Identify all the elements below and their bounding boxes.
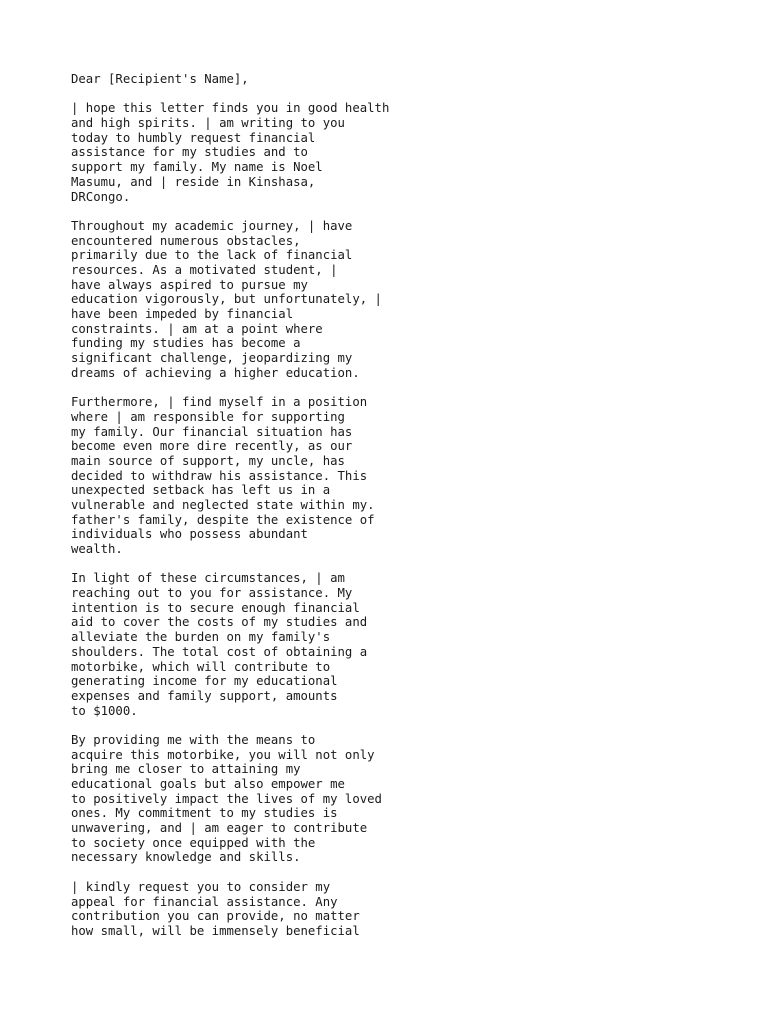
text-line: shoulders. The total cost of obtaining a [71,644,368,659]
text-line: unwavering, and | am eager to contribute [71,821,368,836]
paragraph [71,733,471,865]
text-line: acquire this motorbike, you will not only [71,747,375,762]
paragraph [71,101,471,204]
text-line: funding my studies has become a [71,336,301,351]
text-line: have been impeded by financial [71,307,294,321]
text-line: my family. Our financial situation has [71,424,353,439]
text-line: generating income for my educational [71,674,338,689]
text-line: expenses and family support, amounts [71,688,338,703]
letter-paragraphs [71,101,471,938]
text-line: In light of these circumstances, | am [71,571,345,586]
text-line: main source of support, my uncle, has [71,453,345,468]
text-line: | kindly request you to consider my [71,879,331,894]
text-line: significant challenge, jeopardizing my [71,351,353,366]
text-line: wealth. [71,542,123,556]
paragraph [71,219,471,381]
text-line: where | am responsible for supporting [71,409,345,424]
text-line: support my family. My name is Noel [71,160,323,175]
text-line: Throughout my academic journey, | have [71,218,353,233]
text-line: unexpected setback has left us in a [71,483,331,498]
text-line: Masumu, and | reside in Kinshasa, [71,174,316,189]
text-line: reaching out to you for assistance. My [71,586,353,601]
text-line: to positively impact the lives of my loved [71,791,382,806]
text-line: vulnerable and neglected state within my. [71,497,375,512]
text-line: to $1000. [71,703,138,718]
letter-body [71,72,471,953]
text-line: ones. My commitment to my studies is [71,806,338,821]
text-line: education vigorously, but unfortunately, | [71,292,382,307]
text-line: how small, will be immensely beneficial [71,923,360,938]
text-line: constraints. | am at a point where [71,321,323,336]
text-line: contribution you can provide, no matter [71,909,360,924]
salutation [71,72,471,87]
text-line: dreams of achieving a higher education. [71,365,360,380]
text-line: DRCongo. [71,189,131,204]
text-line: assistance for my studies and to [71,145,308,160]
text-line: motorbike, which will contribute to [71,659,331,674]
text-line: father's family, despite the existence of [71,512,375,527]
text-line: become even more dire recently, as our [71,439,353,454]
text-line: decided to withdraw his assistance. This [71,468,368,483]
text-line: today to humbly request financial [71,130,316,145]
text-line: and high spirits. | am writing to you [71,116,345,131]
text-line: intention is to secure enough financial [71,600,360,615]
text-line: have always aspired to pursue my [71,277,308,292]
text-line: | hope this letter finds you in good health [71,101,390,116]
paragraph [71,395,471,557]
text-line: individuals who possess abundant [71,527,308,542]
text-line: appeal for financial assistance. Any [71,894,338,909]
text-line: encountered numerous obstacles, [71,233,301,248]
text-line: By providing me with the means to [71,732,316,747]
text-line: Furthermore, | find myself in a position [71,395,368,410]
paragraph [71,880,471,939]
text-line: primarily due to the lack of financial [71,248,353,263]
paragraph [71,571,471,718]
text-line: educational goals but also empower me [71,777,345,791]
text-line: alleviate the burden on my family's [71,630,331,645]
text-line: resources. As a motivated student, | [71,262,338,277]
text-line: necessary knowledge and skills. [71,850,301,865]
text-line: bring me closer to attaining my [71,762,301,777]
salutation-line: Dear [Recipient's Name], [71,72,249,86]
text-line: to society once equipped with the [71,835,316,850]
text-line: aid to cover the costs of my studies and [71,615,368,630]
